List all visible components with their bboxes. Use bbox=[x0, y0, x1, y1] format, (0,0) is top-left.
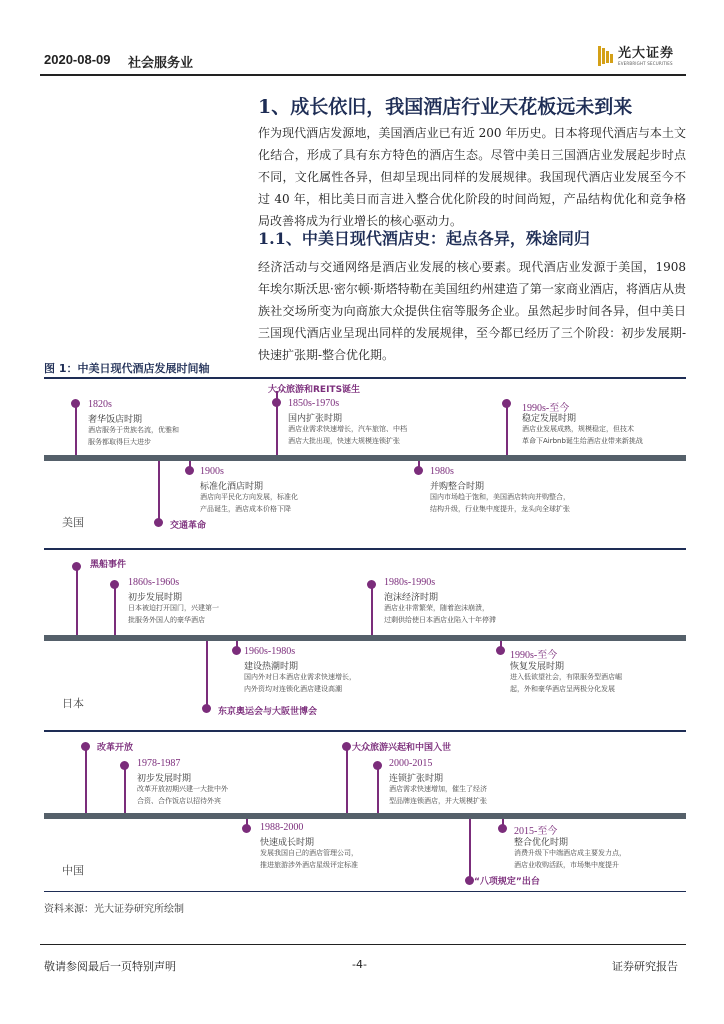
section-1-1-paragraph: 经济活动与交通网络是酒店业发展的核心要素。现代酒店业发源于美国，1908 年埃尔斯沃思·密尔顿·斯塔特勒在美国纽约州建造了第一家商业酒店，将酒店从贵族社交场所变为向商旅大众提供住宿等服务企业。虽然起步时间各异，但中美日三国现代酒店业呈现出同样的发展规律，至今都已经历了三个阶段：初步发展期-快速扩张期-整合优化期。 bbox=[258, 260, 686, 362]
japan-1860s-desc-1: 日本被迫打开国门，兴建第一 bbox=[128, 604, 219, 612]
china-timeline-axis bbox=[44, 813, 686, 819]
usa-1990s-marker bbox=[502, 399, 511, 408]
japan-1980s-stem bbox=[371, 585, 373, 635]
japan-1960s-desc-2: 内外资均对连锁化酒店建设高潮 bbox=[244, 685, 342, 693]
japan-1980s-marker bbox=[367, 580, 376, 589]
usa-1990s-desc-2: 革命下Airbnb诞生给酒店业带来新挑战 bbox=[522, 437, 643, 445]
china-2015-desc-2: 酒店业收购活跃，市场集中度提升 bbox=[514, 861, 619, 869]
japan-1980s-desc-2: 过剩供给使日本酒店业陷入十年停滞 bbox=[384, 616, 496, 624]
usa-1980s-marker bbox=[414, 466, 423, 475]
japan-1990s-desc-1: 进入低欲望社会，有限服务型酒店崛 bbox=[510, 673, 622, 681]
japan-olympics-stem bbox=[206, 641, 208, 707]
usa-1980s-desc-1: 国内市场趋于饱和，美国酒店转向并购整合， bbox=[430, 493, 570, 501]
usa-event-transport-revolution: 交通革命 bbox=[170, 521, 207, 531]
logo-text-en: EVERBRIGHT SECURITIES bbox=[618, 60, 673, 66]
china-2000-desc-1: 酒店需求快速增加，催生了经济 bbox=[389, 785, 487, 793]
china-2000-stem bbox=[377, 766, 379, 813]
japan-1960s-name: 建设热潮时期 bbox=[244, 662, 299, 672]
usa-1900s-desc-1: 酒店向平民化方向发展，标准化 bbox=[200, 493, 298, 501]
japan-1980s-desc-1: 酒店业非常繁荣，随着泡沫崩溃， bbox=[384, 604, 489, 612]
usa-timeline-axis bbox=[44, 455, 686, 461]
china-1978-desc-1: 改革开放初期兴建一大批中外 bbox=[137, 785, 228, 793]
china-1978-stem bbox=[124, 766, 126, 813]
china-1978-desc-2: 合资、合作饭店以招待外宾 bbox=[137, 797, 221, 805]
section-1-paragraph: 作为现代酒店发源地，美国酒店业已有近 200 年历史。日本将现代酒店与本土文化结合，形成了具有东方特色的酒店生态。尽管中美日三国酒店业发展起步时点不同，文化属性各异，但却呈现出同样的发展规律。我国现代酒店业发展至今不过 40 年，相比美日而言进入整合优化阶段的时间尚短，产品结构优化和竞争格局改善将成为行业增长的核心驱动力。 bbox=[258, 126, 686, 228]
china-reform-marker bbox=[81, 742, 90, 751]
china-event-eight-rules: “八项规定”出台 bbox=[474, 877, 540, 887]
japan-1960s-desc-1: 国内外对日本酒店业需求快速增长， bbox=[244, 673, 356, 681]
usa-1820s-desc-2: 服务都取得巨大进步 bbox=[88, 438, 151, 446]
japan-1860s-year: 1860s-1960s bbox=[128, 577, 180, 588]
china-1988-desc-2: 推进旅游涉外酒店星级评定标准 bbox=[260, 861, 358, 869]
usa-transport-stem bbox=[158, 461, 160, 521]
china-1988-marker bbox=[242, 824, 251, 833]
japan-1860s-name: 初步发展时期 bbox=[128, 593, 183, 603]
china-2000-marker bbox=[373, 761, 382, 770]
china-1978-marker bbox=[120, 761, 129, 770]
china-wto-stem bbox=[346, 747, 348, 813]
japan-black-ships-marker bbox=[72, 562, 81, 571]
sector-label: 社会服务业 bbox=[128, 56, 194, 71]
china-event-reform: 改革开放 bbox=[97, 743, 134, 753]
japan-1990s-name: 恢复发展时期 bbox=[510, 662, 565, 672]
japan-event-olympics-expo: 东京奥运会与大阪世博会 bbox=[218, 707, 318, 717]
usa-1850s-desc-1: 酒店业需求快速增长，汽车旅馆、中档 bbox=[288, 425, 407, 433]
report-date: 2020-08-09 bbox=[44, 52, 111, 67]
japan-1980s-name: 泡沫经济时期 bbox=[384, 593, 439, 603]
china-country-label: 中国 bbox=[62, 864, 84, 877]
usa-1900s-marker bbox=[185, 466, 194, 475]
china-1978-name: 初步发展时期 bbox=[137, 774, 192, 784]
usa-event-mass-tourism: 大众旅游和REITS诞生 bbox=[268, 385, 361, 395]
japan-1860s-desc-2: 批服务外国人的豪华酒店 bbox=[128, 616, 205, 624]
usa-1990s-year: 1990s-至今 bbox=[522, 403, 570, 414]
japan-timeline-axis bbox=[44, 635, 686, 641]
japan-1860s-stem bbox=[114, 585, 116, 635]
usa-1900s-desc-2: 产品诞生，酒店成本价格下降 bbox=[200, 505, 291, 513]
footer-divider bbox=[40, 944, 686, 945]
usa-1820s-name: 奢华饭店时期 bbox=[88, 415, 143, 425]
japan-event-black-ships: 黑船事件 bbox=[90, 560, 127, 570]
japan-black-ships-stem bbox=[76, 567, 78, 635]
figure-title: 图 1：中美日现代酒店发展时间轴 bbox=[44, 362, 210, 375]
china-eight-rules-stem bbox=[469, 819, 471, 880]
usa-1820s-desc-1: 酒店服务于贵族名流，优雅和 bbox=[88, 426, 179, 434]
usa-1850s-marker bbox=[272, 398, 281, 407]
japan-1860s-marker bbox=[110, 580, 119, 589]
japan-country-label: 日本 bbox=[62, 697, 84, 710]
china-1988-name: 快速成长时期 bbox=[260, 838, 315, 848]
usa-1820s-year: 1820s bbox=[88, 399, 112, 410]
china-2015-name: 整合优化时期 bbox=[514, 838, 569, 848]
usa-1820s-stem bbox=[75, 404, 77, 455]
logo-text-cn: 光大证券 bbox=[618, 45, 675, 61]
usa-1900s-year: 1900s bbox=[200, 466, 224, 477]
usa-country-label: 美国 bbox=[62, 516, 84, 529]
usa-1850s-year: 1850s-1970s bbox=[288, 398, 340, 409]
china-event-mass-tourism-wto: 大众旅游兴起和中国入世 bbox=[352, 743, 452, 753]
usa-1900s-name: 标准化酒店时期 bbox=[200, 482, 264, 492]
usa-1990s-stem bbox=[506, 404, 508, 455]
japan-1990s-marker bbox=[496, 646, 505, 655]
footer-disclaimer: 敬请参阅最后一页特别声明 bbox=[44, 960, 176, 973]
china-2015-year: 2015-至今 bbox=[514, 826, 558, 837]
japan-1960s-marker bbox=[232, 646, 241, 655]
usa-transport-marker bbox=[154, 518, 163, 527]
usa-1990s-desc-1: 酒店业发展成熟，规模稳定，但技术 bbox=[522, 425, 634, 433]
china-2000-year: 2000-2015 bbox=[389, 758, 433, 769]
china-wto-marker bbox=[342, 742, 351, 751]
japan-china-divider bbox=[44, 730, 686, 732]
china-1978-year: 1978-1987 bbox=[137, 758, 181, 769]
china-2000-name: 连锁扩张时期 bbox=[389, 774, 444, 784]
china-reform-stem bbox=[85, 747, 87, 813]
china-eight-rules-marker bbox=[465, 876, 474, 885]
japan-1980s-year: 1980s-1990s bbox=[384, 577, 436, 588]
japan-1960s-year: 1960s-1980s bbox=[244, 646, 296, 657]
japan-1990s-year: 1990s-至今 bbox=[510, 650, 558, 661]
usa-1980s-desc-2: 结构升级，行业集中度提升，龙头向全球扩张 bbox=[430, 505, 570, 513]
usa-japan-divider bbox=[44, 548, 686, 550]
footer-report-type: 证券研究报告 bbox=[612, 960, 678, 973]
section-1-title: 1、成长依旧，我国酒店行业天花板远未到来 bbox=[258, 96, 633, 118]
section-1-1-title: 1.1、中美日现代酒店史：起点各异，殊途同归 bbox=[258, 229, 590, 248]
china-1988-desc-1: 发展我国自己的酒店管理公司， bbox=[260, 849, 358, 857]
figure-bottom-rule bbox=[44, 891, 686, 892]
china-2000-desc-2: 型品牌连锁酒店，并大规模扩张 bbox=[389, 797, 487, 805]
usa-1980s-year: 1980s bbox=[430, 466, 454, 477]
usa-1850s-desc-2: 酒店大批出现，快速大规模连锁扩张 bbox=[288, 437, 400, 445]
japan-1990s-desc-2: 起，外和豪华酒店呈两极分化发展 bbox=[510, 685, 615, 693]
china-1988-year: 1988-2000 bbox=[260, 822, 304, 833]
page-number: -4- bbox=[352, 958, 367, 971]
japan-olympics-marker bbox=[202, 704, 211, 713]
usa-1850s-name: 国内扩张时期 bbox=[288, 414, 343, 424]
usa-1980s-name: 并购整合时期 bbox=[430, 482, 485, 492]
usa-1990s-name: 稳定发展时期 bbox=[522, 414, 577, 424]
figure-source: 资料来源：光大证券研究所绘制 bbox=[44, 904, 184, 915]
china-2015-desc-1: 消费升级下中端酒店成主要发力点， bbox=[514, 849, 626, 857]
usa-1820s-marker bbox=[71, 399, 80, 408]
china-2015-marker bbox=[498, 824, 507, 833]
